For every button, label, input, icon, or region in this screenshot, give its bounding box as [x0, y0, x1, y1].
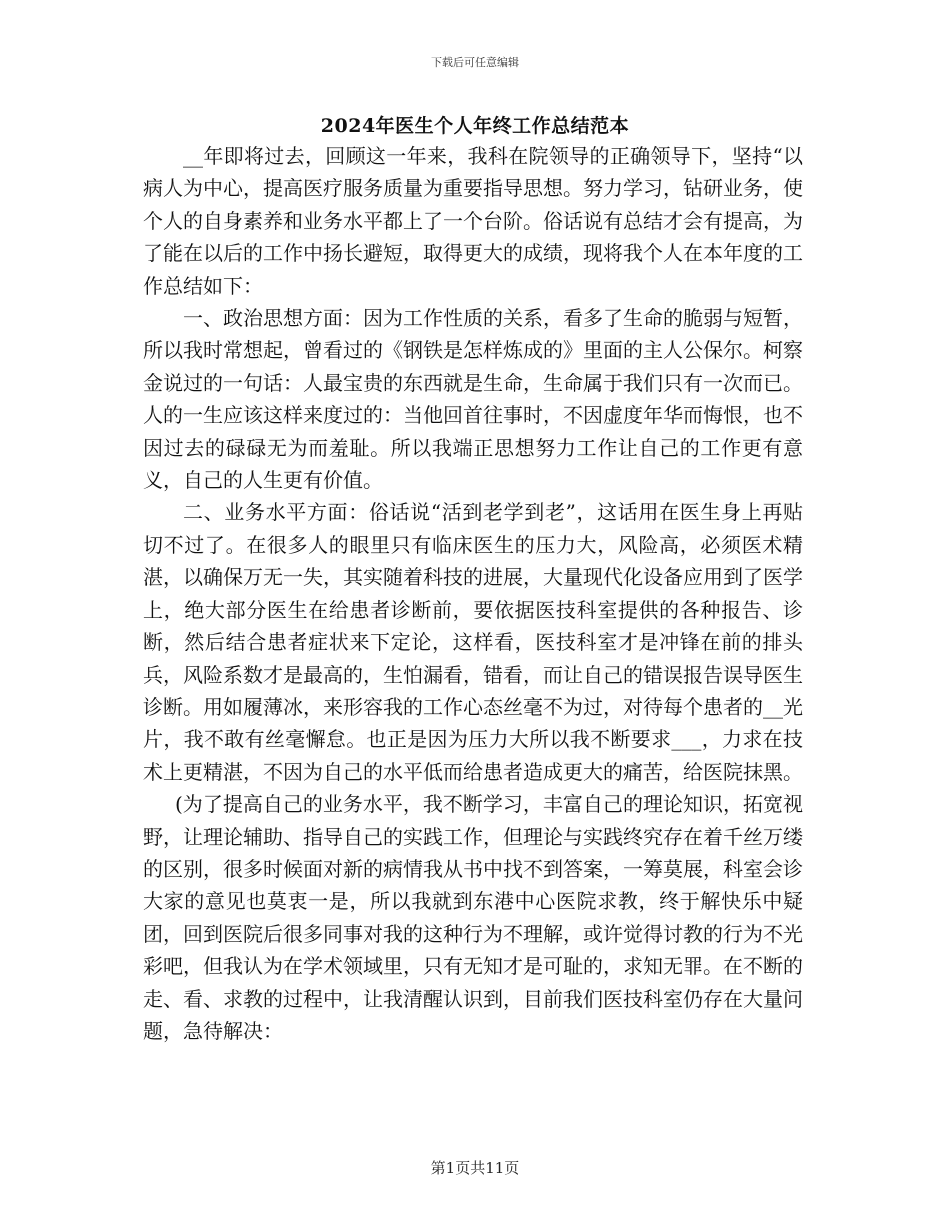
paragraph-learning: (为了提高自己的业务水平，我不断学习，丰富自己的理论知识，拓宽视野，让理论辅助、指导自己的实践工作，但理论与实践终究存在着千丝万缕的区别，很多时候面对新的病情我从书中找不到答案，一筹莫展，科室会诊大家的意见也莫衷一是，所以我就到东港中心医院求教，终于解快乐中疑团，回到医院后很多同事对我的这种行为不理解，或许觉得讨教的行为不光彩吧，但我认为在学术领域里，只有无知才是可耻的，求知无罪。在不断的走、看、求教的过程中，让我清醒认识到，目前我们医技科室仍存在大量问题，急待解决： — [143, 792, 803, 1043]
document-body — [143, 140, 803, 1047]
paragraph-professional: 二、业务水平方面：俗话说“活到老学到老”，这话用在医生身上再贴切不过了。在很多人的眼里只有临床医生的压力大，风险高，必须医术精湛，以确保万无一失，其实随着科技的进展，大量现代化设备应用到了医学上，绝大部分医生在给患者诊断前，要依据医技科室提供的各种报告、诊断，然后结合患者症状来下定论，这样看，医技科室才是冲锋在前的排头兵，风险系数才是最高的，生怕漏看，错看，而让自己的错误报告误导医生诊断。用如履薄冰，来形容我的工作心态丝毫不为过，对待每个患者的__光片，我不敢有丝毫懈怠。也正是因为压力大所以我不断要求___，力求在技术上更精湛，不因为自己的水平低而给患者造成更大的痛苦，给医院抹黑。 — [143, 500, 803, 784]
document-title: 2024年医生个人年终工作总结范本 — [320, 115, 630, 137]
page-number: 第1页共11页 — [430, 1159, 520, 1177]
paragraph-intro: __年即将过去，回顾这一年来，我科在院领导的正确领导下，坚持“以病人为中心，提高医疗服务质量为重要指导思想。努力学习，钻研业务，使个人的自身素养和业务水平都上了一个台阶。俗话说有总结才会有提高，为了能在以后的工作中扬长避短，取得更大的成绩，现将我个人在本年度的工作总结如下： — [143, 144, 803, 298]
header-note: 下载后可任意编辑 — [431, 56, 519, 69]
paragraph-political: 一、政治思想方面：因为工作性质的关系，看多了生命的脆弱与短暂，所以我时常想起，曾看过的《钢铁是怎样炼成的》里面的主人公保尔。柯察金说过的一句话：人最宝贵的东西就是生命，生命属于我们只有一次而已。人的一生应该这样来度过的：当他回首往事时，不因虚度年华而悔恨，也不因过去的碌碌无为而羞耻。所以我端正思想努力工作让自己的工作更有意义，自己的人生更有价值。 — [143, 306, 803, 493]
